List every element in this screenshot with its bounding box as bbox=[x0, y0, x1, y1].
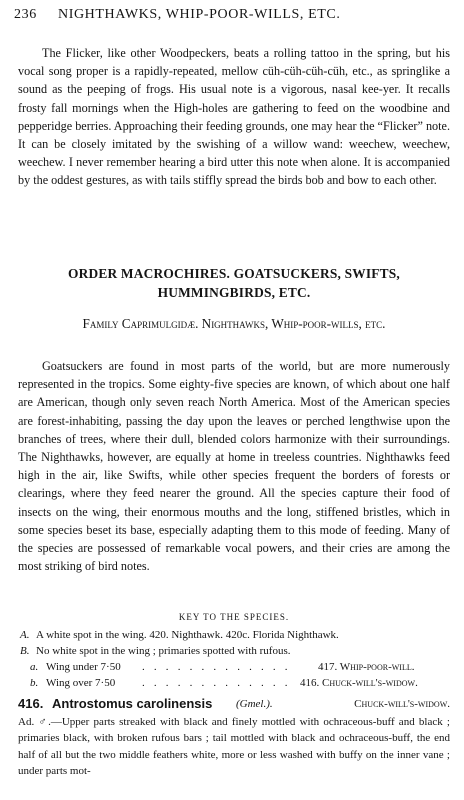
key-line bbox=[0, 659, 464, 675]
species-common-name: Chuck-will's-widow. bbox=[354, 698, 450, 710]
key-line bbox=[0, 643, 464, 659]
species-description: Ad. ♂.—Upper parts streaked with black and finely mottled with ochraceous-buff and black ; primaries black, with broken rufous bars ; tail mottled with black and ochraceous-buff, the end half of all but the two middle feathers white, more or less washed with buffy on the inner vane ; under parts mot- bbox=[18, 716, 450, 778]
key-result: 416. Chuck-will's-widow. bbox=[300, 677, 418, 689]
running-head bbox=[14, 7, 454, 27]
species-authority: (Gmel.). bbox=[236, 698, 273, 710]
intro-paragraph: The Flicker, like other Woodpeckers, beats a rolling tattoo in the spring, but his vocal song proper is a rapidly-repeated, mellow cüh-cüh-cüh-cüh, etc., as springlike a sound as the peeping of frogs. His usual note is a vigorous, nasal kee-yer. It recalls frosty fall mornings when the High-holes are gathering to feed on the woodbine and pepperidge berries. Approaching their feeding grounds, one may hear the “Flicker” note. It can be closely imitated by the swishing of a willow wand: weechew, weechew, weechew. I never remember hearing a bird utter this note when alone. It is accompanied by the oddest gestures, as with tails stiffly spread the birds bob and bow to each other. bbox=[18, 46, 450, 188]
key-label: b. bbox=[30, 677, 39, 689]
key-line bbox=[0, 675, 464, 691]
key-leader-dots: . . . . . . . . . . . . . bbox=[142, 677, 291, 689]
key-text: No white spot in the wing ; primaries spotted with rufous. bbox=[36, 645, 291, 657]
page-number: 236 bbox=[14, 7, 37, 22]
running-title: NIGHTHAWKS, WHIP-POOR-WILLS, ETC. bbox=[58, 7, 341, 22]
key-line bbox=[0, 627, 464, 643]
key-text: A white spot in the wing. 420. Nighthawk. 420c. Florida Nighthawk. bbox=[36, 629, 339, 641]
key-text: Wing over 7·50 bbox=[46, 677, 116, 689]
order-title: ORDER MACROCHIRES. GOATSUCKERS, SWIFTS, HUMMINGBIRDS, ETC. bbox=[68, 266, 400, 300]
key-title: KEY TO THE SPECIES. bbox=[178, 612, 290, 622]
species-scientific-name: Antrostomus carolinensis bbox=[52, 696, 213, 711]
key-result: 417. Whip-poor-will. bbox=[318, 661, 415, 673]
species-heading bbox=[18, 694, 450, 714]
species-number: 416. bbox=[18, 696, 44, 711]
family-paragraph: Goatsuckers are found in most parts of the world, but are more numerously represented in the tropics. Some eighty-five species are known, of which about one half are American, though only seven reach North America. Most of the American species are forest-inhabiting, passing the day upon the leaves or perched lengthwise upon the branches of trees, where their dull, blended colors harmonize with their surroundings. The Nighthawks, however, are equally at home in treeless countries. Nighthawks feed high in the air, like Swifts, while other species frequent the borders of forests or clearings, where they feed nearer the ground. All the species capture their food of insects on the wing, their enormous mouths and the long, stiffened bristles, which in some species beset its base, especially adapting them to this mode of feeding. Many of the species are possessed of remarkable vocal powers, and their cries are among the most striking of bird notes. bbox=[18, 359, 450, 574]
key-text: Wing under 7·50 bbox=[46, 661, 121, 673]
family-title: Family Caprimulgidæ. Nighthawks, Whip-poor-wills, etc. bbox=[82, 316, 386, 331]
key-label: a. bbox=[30, 661, 39, 673]
key-label: B. bbox=[20, 645, 30, 657]
key-leader-dots: . . . . . . . . . . . . . bbox=[142, 661, 291, 673]
key-label: A. bbox=[20, 629, 30, 641]
